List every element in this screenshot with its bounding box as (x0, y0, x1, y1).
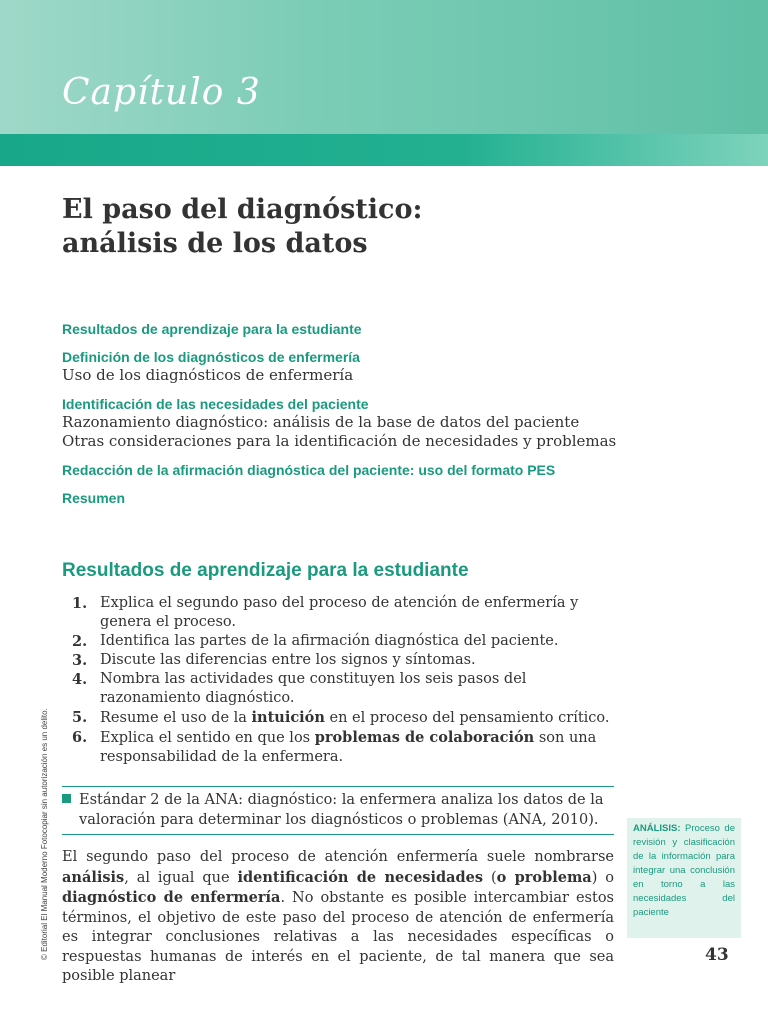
page-title (62, 193, 422, 261)
text-run: . No obstante es posible intercambiar estos términos, el objetivo de este paso del proceso de atención de enfermería es integrar conclusiones relativas a las necesidades específicas o respuestas humanas de interés en el paciente, de tal manera que sea posible planear (62, 890, 614, 984)
item-number: 1. (72, 595, 88, 612)
list-item (72, 594, 617, 632)
item-number: 3. (72, 652, 88, 669)
chapter-header-strip (0, 134, 768, 166)
outline-section-2: Definición de los diagnósticos de enfermería (62, 349, 360, 365)
standard-line-2: valoración para determinar los diagnósticos o problemas (ANA, 2010). (79, 812, 599, 828)
outline-section-1: Resultados de aprendizaje para la estudiante (62, 321, 362, 337)
list-item (72, 632, 617, 651)
outline-subsection: Otras consideraciones para la identificación de necesidades y problemas (62, 432, 617, 450)
title-line-2: análisis de los datos (62, 228, 368, 259)
ana-standard-box (62, 786, 614, 835)
key-term: diagnóstico de enfermería (62, 889, 281, 906)
item-text (100, 710, 610, 726)
page-number: 43 (705, 945, 729, 965)
outline-subsection: Uso de los diagnósticos de enfermería (62, 366, 354, 384)
item-text: Nombra las actividades que constituyen los seis pasos del razonamiento diagnóstico. (100, 671, 527, 706)
text-run: Explica el sentido en que los (100, 730, 315, 746)
body-paragraph (62, 848, 614, 987)
key-term: identificación de necesidades (237, 868, 484, 886)
copyright-text: © Editorial El Manual Moderno Fotocopiar sin autorización es un delito. (40, 708, 49, 960)
text-run: Resume el uso de la (100, 710, 252, 726)
list-item (72, 708, 617, 728)
item-number: 6. (72, 729, 88, 746)
text-run: El segundo paso del proceso de atención enfermería suele nombrarse (62, 849, 614, 865)
outline-section-3: Identificación de las necesidades del paciente (62, 396, 369, 412)
text-run: en el proceso del pensamiento crítico. (324, 710, 610, 726)
text-run: son una responsabilidad de la enfermera. (100, 730, 597, 765)
glossary-term: ANÁLISIS: (633, 823, 681, 834)
outline-section-5: Resumen (62, 490, 126, 506)
item-number: 2. (72, 633, 88, 650)
outline-section-4: Redacción de la afirmación diagnóstica del paciente: uso del formato PES (62, 462, 556, 478)
key-term: análisis (62, 868, 125, 886)
list-item (72, 670, 617, 708)
key-term: intuición (251, 709, 325, 726)
text-run: ( (483, 869, 497, 886)
text-run: , al igual que (124, 869, 238, 886)
item-text: Identifica las partes de la afirmación diagnóstica del paciente. (100, 633, 559, 649)
standard-line-1: Estándar 2 de la ANA: diagnóstico: la enfermera analiza los datos de la (79, 792, 604, 808)
item-text (100, 730, 596, 765)
copyright-notice (34, 620, 54, 970)
item-text: Discute las diferencias entre los signos y síntomas. (100, 652, 476, 668)
glossary-definition: Proceso de revisión y clasificación de la información para integrar una conclusión en torno a las necesidades del paciente (633, 823, 735, 918)
outline-subsection: Razonamiento diagnóstico: análisis de la base de datos del paciente (62, 413, 580, 431)
item-text: Explica el segundo paso del proceso de atención de enfermería y genera el proceso. (100, 595, 579, 630)
key-term: problemas de colaboración (314, 729, 535, 746)
text-run: ) o (591, 869, 615, 886)
objectives-list (72, 594, 617, 767)
glossary-sidebar (627, 818, 741, 938)
title-line-1: El paso del diagnóstico: (62, 194, 423, 225)
key-term: o problema (496, 868, 592, 886)
chapter-outline (62, 320, 722, 517)
chapter-label: Capítulo 3 (62, 72, 261, 113)
list-item (72, 651, 617, 670)
objectives-heading: Resultados de aprendizaje para la estudiante (62, 560, 469, 581)
item-number: 4. (72, 671, 88, 688)
square-bullet-icon (62, 794, 71, 803)
item-number: 5. (72, 709, 88, 726)
list-item (72, 728, 617, 767)
